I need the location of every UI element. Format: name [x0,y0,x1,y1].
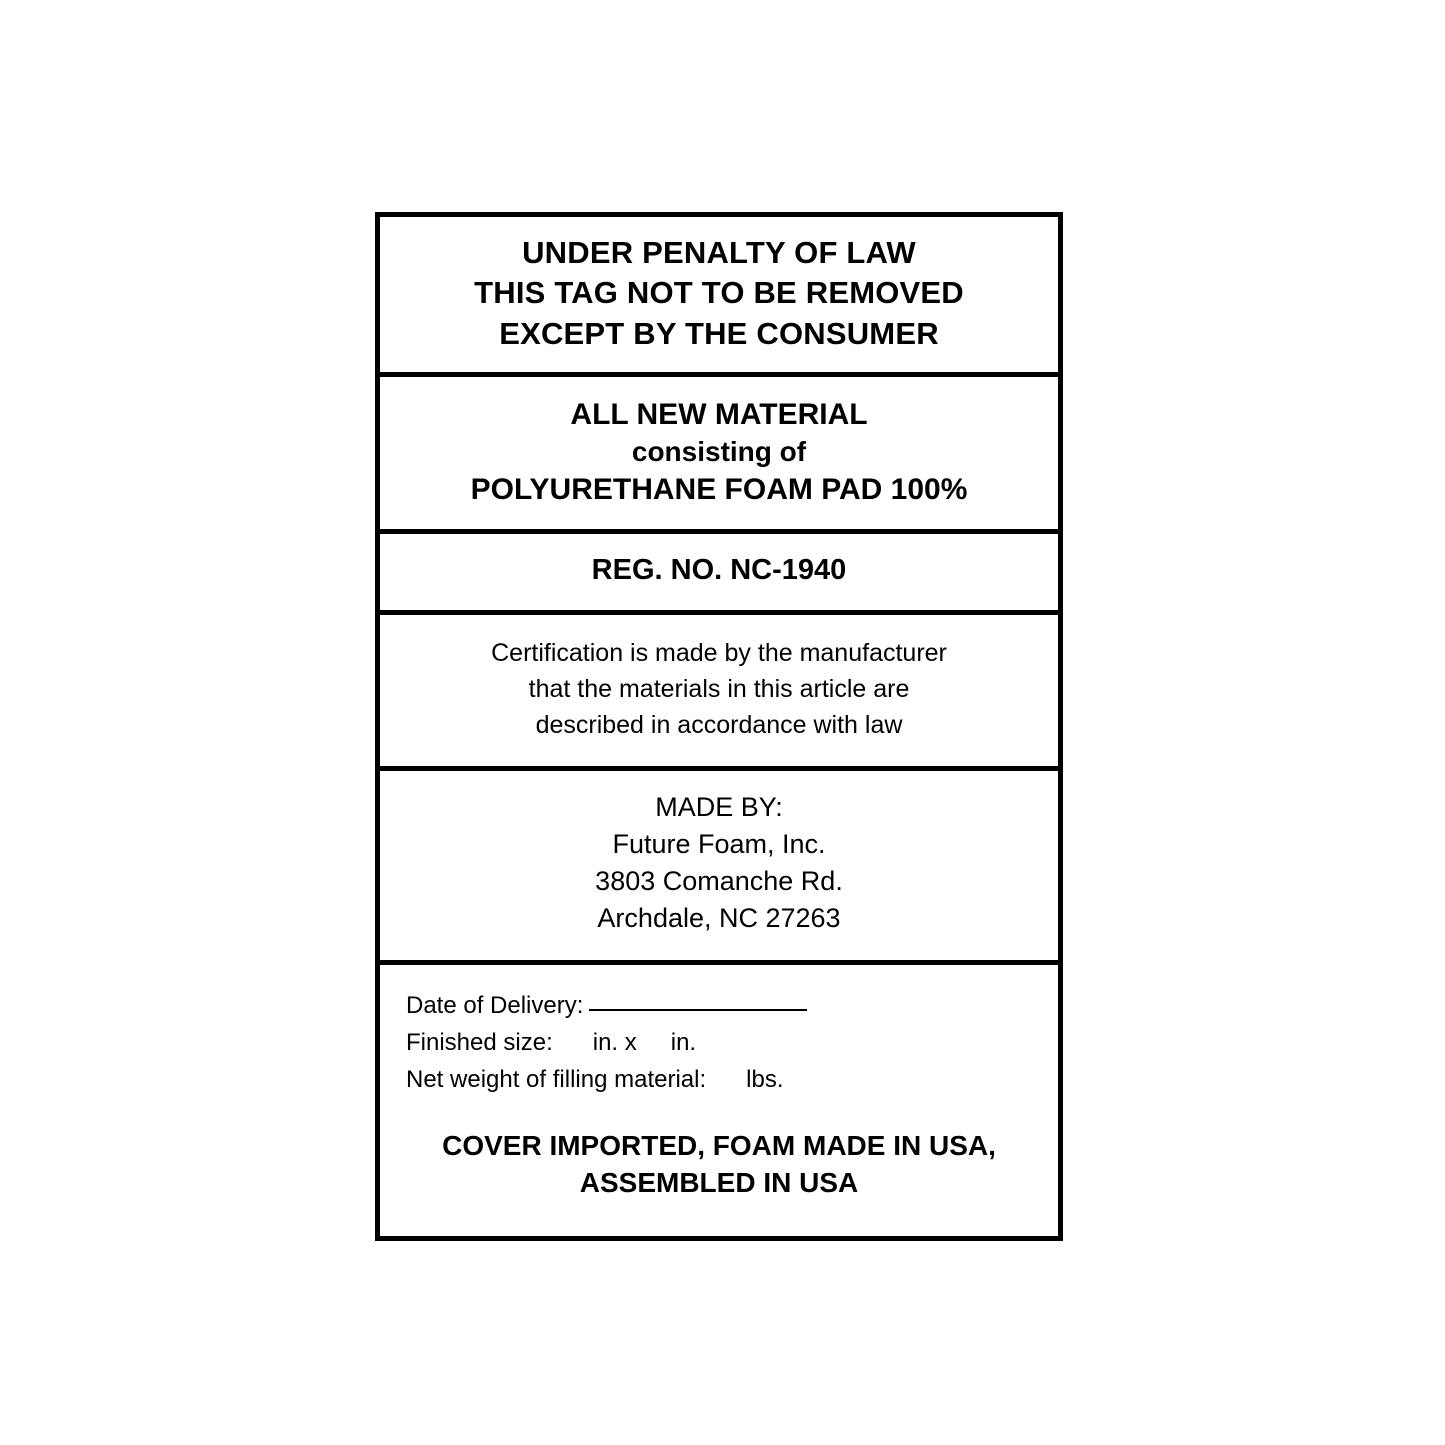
registration-number-section [380,534,1058,615]
origin-statement [406,1098,1032,1226]
finished-size-unit-1: in. x [592,1028,637,1056]
penalty-line-3: EXCEPT BY THE CONSUMER [499,315,939,351]
net-weight-row [406,1061,1032,1098]
certification-line-3: described in accordance with law [535,711,903,740]
manufacturer-city-state-zip: Archdale, NC 27263 [597,903,841,934]
origin-line-1: COVER IMPORTED, FOAM MADE IN USA, [442,1130,996,1162]
finished-size-label: Finished size: [406,1028,553,1056]
certification-line-2: that the materials in this article are [528,675,910,704]
penalty-notice-section [380,217,1058,377]
registration-number: REG. NO. NC-1940 [591,554,847,587]
penalty-line-1: UNDER PENALTY OF LAW [522,235,916,270]
material-content-section [380,377,1058,534]
origin-line-2: ASSEMBLED IN USA [579,1167,859,1199]
net-weight-unit: lbs. [746,1066,784,1094]
manufacturer-company: Future Foam, Inc. [612,828,826,859]
fillable-fields-section [380,965,1058,1236]
finished-size-unit-2: in. [670,1028,697,1056]
material-line-1: ALL NEW MATERIAL [570,397,868,431]
date-of-delivery-row [406,987,1032,1024]
manufacturer-street: 3803 Comanche Rd. [595,866,843,897]
manufacturer-heading: MADE BY: [655,791,783,822]
finished-size-row [406,1024,1032,1061]
net-weight-label: Net weight of filling material: [406,1066,707,1094]
material-line-3: POLYURETHANE FOAM PAD 100% [470,473,968,507]
manufacturer-section [380,771,1058,965]
certification-line-1: Certification is made by the manufacturer [491,638,947,667]
penalty-line-2: THIS TAG NOT TO BE REMOVED [474,275,964,311]
date-of-delivery-label: Date of Delivery: [406,991,584,1019]
date-of-delivery-input[interactable] [589,1009,807,1011]
law-label-tag [375,212,1063,1241]
certification-section [380,615,1058,771]
material-line-2: consisting of [631,435,807,467]
